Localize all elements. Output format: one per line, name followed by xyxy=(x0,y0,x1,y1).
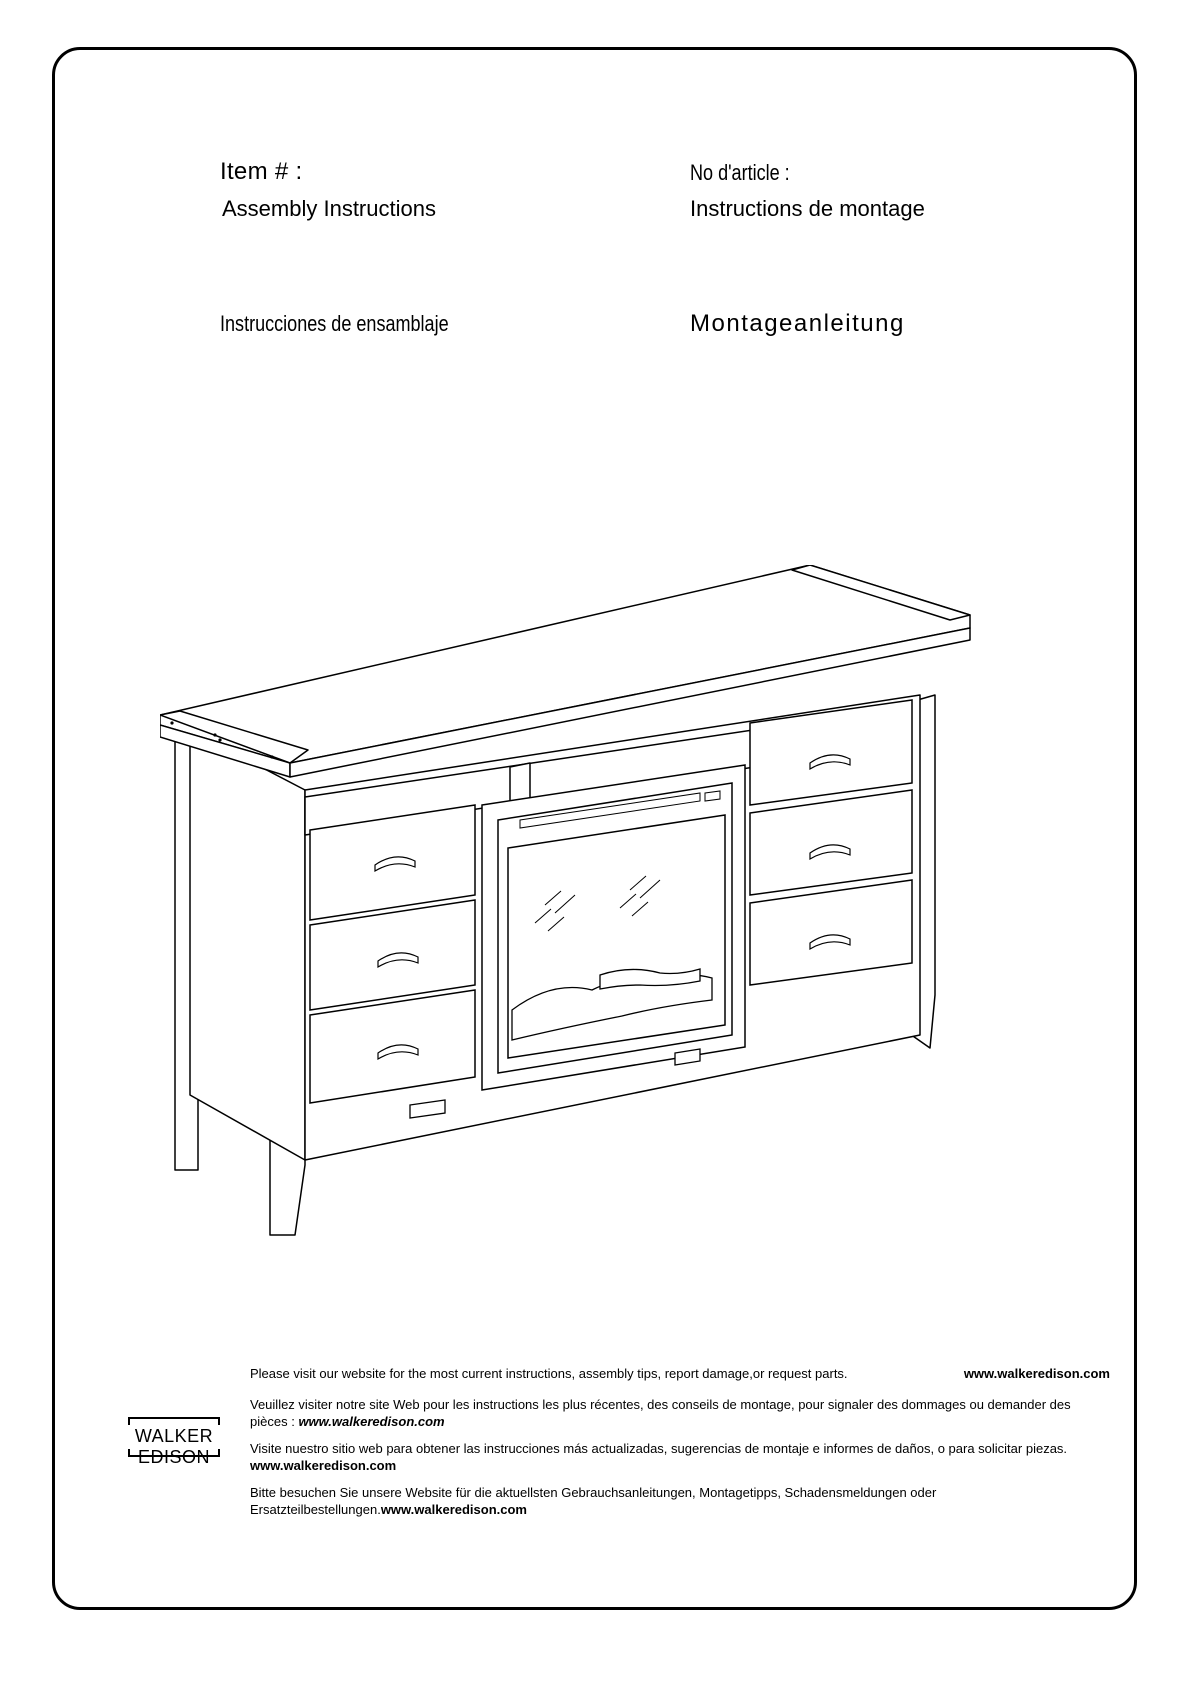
item-number-label-fr: No d'article : xyxy=(690,160,790,185)
note-spanish xyxy=(250,1440,1110,1474)
note-french-text: Veuillez visiter notre site Web pour les instructions les plus récentes, des conseils de montage, pour signaler des dommages ou demander des pièces : xyxy=(250,1397,1071,1429)
assembly-instructions-title-de: Montageanleitung xyxy=(690,310,905,337)
screw-dot-icon xyxy=(213,733,216,736)
assembly-instructions-title: Assembly Instructions xyxy=(222,196,436,221)
website-link-de[interactable]: www.walkeredison.com xyxy=(380,1502,527,1517)
walker-edison-logo xyxy=(104,1413,244,1467)
assembly-instructions-title-es: Instrucciones de ensamblaje xyxy=(220,311,449,336)
website-link-en[interactable]: www.walkeredison.com xyxy=(963,1366,1110,1381)
note-german xyxy=(250,1484,1110,1518)
logo-bottom-bracket xyxy=(128,1455,220,1457)
screw-dot-icon xyxy=(170,721,173,724)
note-spanish-text: Visite nuestro sitio web para obtener las instrucciones más actualizadas, sugerencias de montaje e informes de daños, o para solicitar piezas. xyxy=(250,1441,1068,1456)
item-number-label: Item # : xyxy=(220,158,303,185)
website-link-es[interactable]: www.walkeredison.com xyxy=(250,1458,397,1473)
fireplace-control-panel xyxy=(705,791,720,801)
note-german-text: Bitte besuchen Sie unsere Website für die aktuellsten Gebrauchsanleitungen, Montagetipps, Schadensmeldungen oder Ersatzteilbestellungen. xyxy=(250,1485,937,1517)
left-side-panel xyxy=(190,730,305,1160)
screw-dot-icon xyxy=(218,738,221,741)
website-notes xyxy=(250,1365,1110,1528)
note-french xyxy=(250,1396,1110,1430)
website-link-fr[interactable]: www.walkeredison.com xyxy=(298,1414,445,1429)
logo-text: WALKER EDISON xyxy=(134,1426,214,1467)
logo-top-bracket xyxy=(128,1417,220,1419)
assembly-instructions-title-fr: Instructions de montage xyxy=(690,196,925,221)
tv-stand-fireplace-illustration xyxy=(160,565,1040,1245)
note-english xyxy=(250,1365,1110,1382)
note-english-text: Please visit our website for the most current instructions, assembly tips, report damage,or request parts. xyxy=(250,1366,848,1381)
screw-dot-icon xyxy=(270,755,273,758)
